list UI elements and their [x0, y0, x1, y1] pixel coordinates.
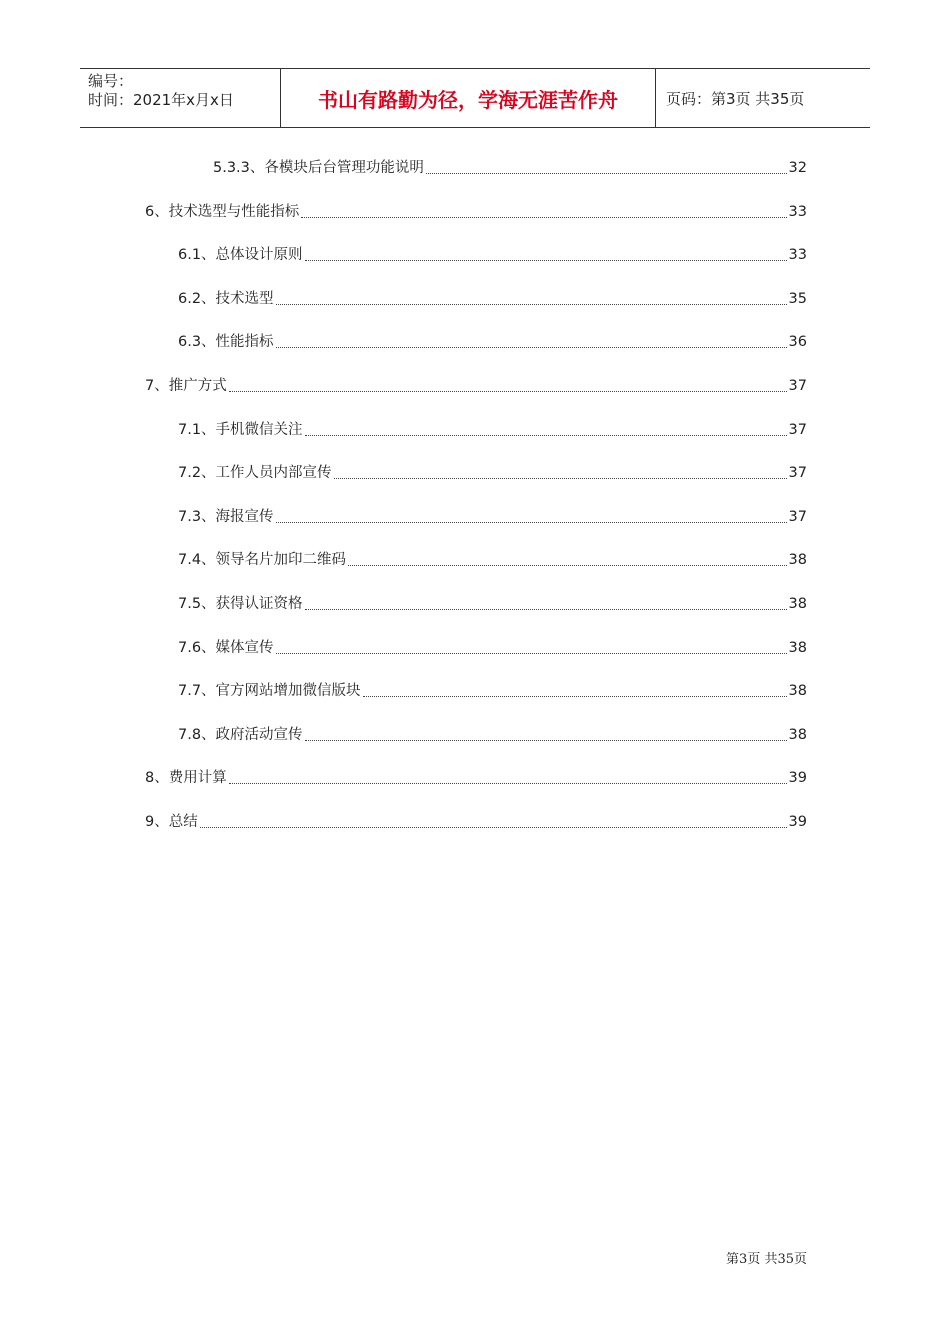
toc-entry-page: 33	[788, 247, 807, 264]
header-page-info: 页码：第3页 共35页	[666, 89, 805, 108]
toc-entry[interactable]	[178, 548, 807, 570]
toc-entry-page: 37	[788, 378, 807, 394]
toc-entry[interactable]	[178, 505, 807, 527]
toc-entry[interactable]	[213, 156, 807, 178]
toc-entry[interactable]	[178, 592, 807, 614]
toc-entry[interactable]	[178, 287, 807, 309]
toc-entry-label: 7.7、官方网站增加微信版块	[178, 683, 361, 700]
toc-leader-dots	[276, 521, 787, 523]
toc-entry-label: 7、推广方式	[145, 378, 227, 394]
doc-time-label: 时间：2021年x月x日	[88, 91, 234, 109]
toc-leader-dots	[276, 346, 787, 348]
doc-number-label: 编号：	[88, 72, 134, 90]
toc-leader-dots	[363, 695, 787, 697]
toc-entry-label: 6.3、性能指标	[178, 334, 274, 351]
toc-entry[interactable]	[145, 374, 807, 396]
page-header	[80, 68, 870, 128]
toc-leader-dots	[200, 826, 787, 828]
toc-leader-dots	[276, 652, 787, 654]
toc-leader-dots	[305, 739, 787, 741]
toc-entry-label: 7.5、获得认证资格	[178, 596, 303, 612]
toc-entry-page: 39	[788, 770, 807, 787]
toc-entry[interactable]	[145, 766, 807, 788]
toc-leader-dots	[348, 564, 786, 566]
toc-leader-dots	[276, 303, 787, 305]
toc-entry-label: 6.2、技术选型	[178, 290, 274, 307]
toc-entry-page: 37	[788, 465, 807, 482]
toc-leader-dots	[305, 608, 787, 610]
toc-entry-page: 35	[788, 290, 807, 307]
toc-entry[interactable]	[178, 679, 807, 701]
toc-entry[interactable]	[178, 330, 807, 352]
toc-entry-label: 6、技术选型与性能指标	[145, 203, 300, 220]
toc-entry-label: 5.3.3、各模块后台管理功能说明	[213, 160, 424, 176]
toc-entry[interactable]	[178, 243, 807, 265]
toc-entry-label: 6.1、总体设计原则	[178, 247, 303, 264]
toc-leader-dots	[305, 259, 787, 261]
toc-entry[interactable]	[145, 810, 807, 832]
toc-entry-label: 7.2、工作人员内部宣传	[178, 465, 332, 482]
toc-entry-page: 38	[788, 683, 807, 700]
toc-entry[interactable]	[178, 636, 807, 658]
toc-entry[interactable]	[178, 461, 807, 483]
page-footer: 第3页 共35页	[726, 1252, 807, 1267]
toc-entry-page: 37	[788, 421, 807, 438]
header-motto: 书山有路勤为径，学海无涯苦作舟	[281, 69, 656, 127]
toc-entry-label: 8、费用计算	[145, 770, 227, 787]
toc-entry-page: 33	[788, 203, 807, 220]
toc-entry-label: 7.1、手机微信关注	[178, 421, 303, 438]
toc-leader-dots	[301, 216, 786, 218]
toc-leader-dots	[229, 782, 787, 784]
toc-entry-page: 38	[788, 596, 807, 612]
toc-entry-page: 38	[788, 726, 807, 743]
toc-entry-label: 7.4、领导名片加印二维码	[178, 552, 347, 569]
toc-leader-dots	[305, 434, 787, 436]
toc-leader-dots	[229, 390, 787, 392]
toc-entry[interactable]	[145, 200, 807, 222]
toc-entry-page: 39	[788, 814, 807, 830]
toc-entry-label: 7.8、政府活动宣传	[178, 726, 303, 743]
toc-entry-label: 7.3、海报宣传	[178, 508, 274, 525]
header-meta	[80, 69, 281, 127]
toc-entry[interactable]	[178, 418, 807, 440]
toc-leader-dots	[334, 477, 787, 479]
toc-leader-dots	[426, 172, 787, 174]
toc-entry-page: 37	[788, 508, 807, 525]
toc-entry-label: 9、总结	[145, 814, 198, 830]
toc-entry[interactable]	[178, 723, 807, 745]
toc-entry-page: 32	[788, 160, 807, 176]
toc-entry-label: 7.6、媒体宣传	[178, 639, 274, 656]
toc-entry-page: 38	[788, 639, 807, 656]
toc-entry-page: 36	[788, 334, 807, 351]
toc-entry-page: 38	[788, 552, 807, 569]
